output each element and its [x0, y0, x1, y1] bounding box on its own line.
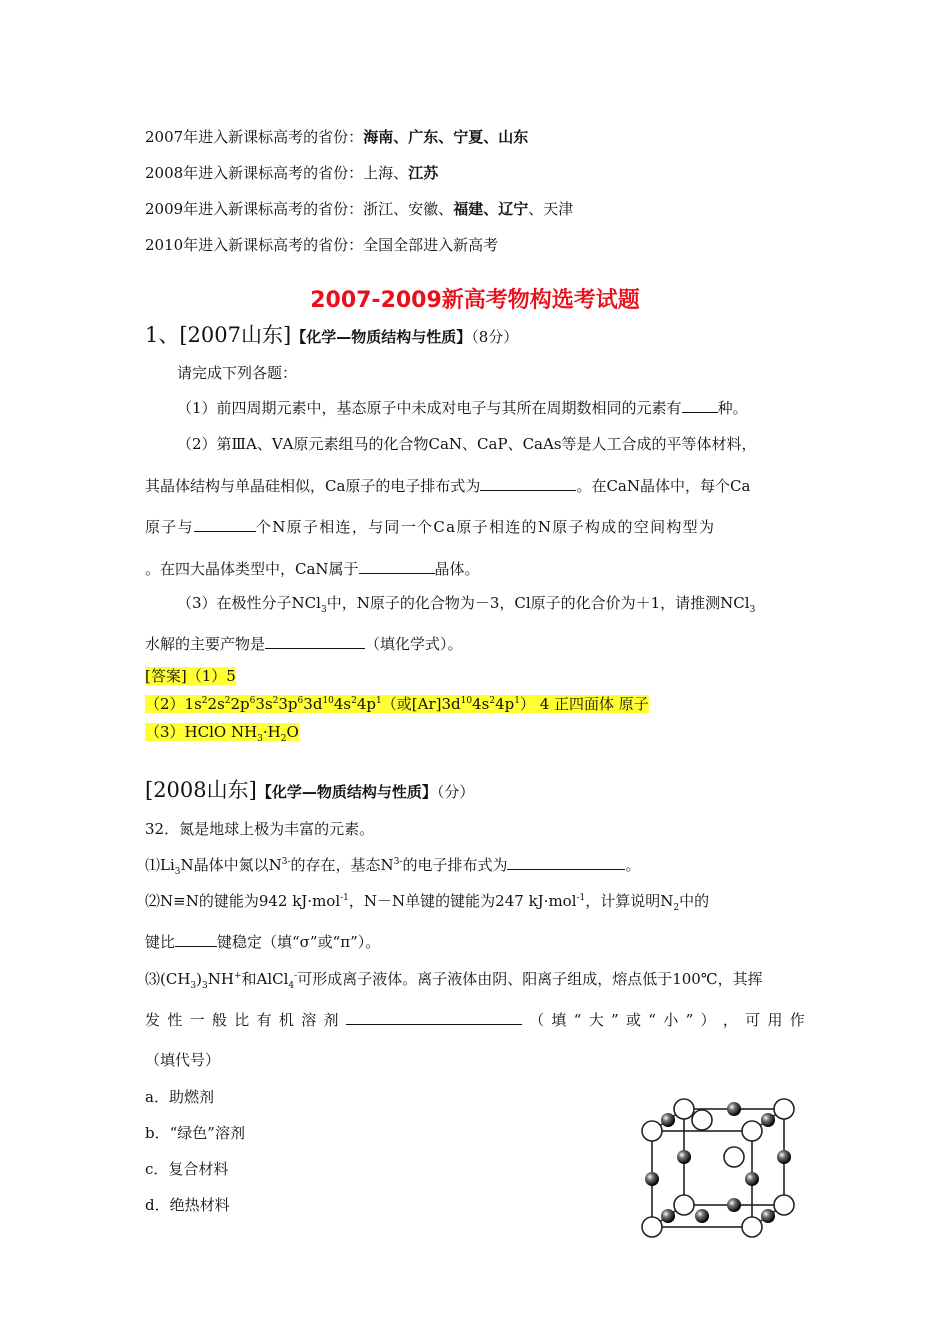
answer-text: 4p [356, 695, 377, 713]
answer-text: 2s [207, 695, 225, 713]
superscript: 2 [272, 696, 279, 706]
q1-part2-line2: 其晶体结构与单晶硅相似，Ca原子的电子排布式为 。在CaN晶体中，每个Ca [145, 477, 751, 495]
page-title: 2007-2009新高考物构选考试题 [310, 288, 640, 313]
superscript: 6 [249, 696, 256, 706]
word: 作 [789, 1011, 805, 1029]
answer-blank[interactable] [194, 517, 256, 532]
crystal-structure-figure [632, 1093, 800, 1243]
answer-text: 4s [333, 695, 352, 713]
q1-part2-line3: 原子与 个N原子相连，与同一个Ca原子相连的N原子构成的空间构型为 [145, 518, 716, 536]
word: （ [529, 1011, 545, 1029]
word: 剂 [323, 1011, 339, 1029]
province-line-2007: 2007年进入新课标高考的省份：海南、广东、宁夏、山东 [145, 128, 529, 146]
q2-heading: [2008山东]【化学—物质结构与性质】（分） [145, 778, 475, 802]
q2-part1: $⑴Li_3N$晶体中氮以$N^{3-}$的存在，基态$N^{3-}$的电子排布式为 。 [145, 856, 641, 877]
word: “ [573, 1011, 582, 1029]
word: 填 [551, 1011, 567, 1029]
q2-part3-line3: （填代号） [145, 1051, 221, 1069]
province-line-2008: 2008年进入新课标高考的省份：上海、江苏 [145, 164, 439, 182]
word: 小 [663, 1011, 679, 1029]
superscript: 2 [351, 696, 357, 706]
word: 发 [145, 1011, 161, 1029]
superscript: 2 [201, 696, 208, 706]
superscript: 10 [322, 696, 334, 706]
province-line-2010: 2010年进入新课标高考的省份：全国全部进入新高考 [145, 236, 499, 254]
word: 可 [745, 1011, 761, 1029]
word: 或 [625, 1011, 641, 1029]
answer-text: 3d [303, 695, 323, 713]
word: 溶 [301, 1011, 317, 1029]
word: 大 [588, 1011, 604, 1029]
word: 有 [256, 1011, 272, 1029]
word: 般 [211, 1011, 227, 1029]
option-d: d．绝热材料 [145, 1196, 230, 1214]
q2-stem: 32．氮是地球上极为丰富的元素。 [145, 820, 375, 838]
answer-blank[interactable] [265, 634, 365, 649]
answer-blank[interactable] [346, 1010, 522, 1025]
q2-part3-line1: $⑶(CH_3)_3NH^+$和AlCl$_4$-可形成离子液体。离子液体由阴、阳离子组成，熔点低于100℃，其挥 [145, 970, 763, 991]
q2-part2-line2: 键比 键稳定（填“σ”或“π”）。 [145, 933, 381, 951]
option-a: a．助燃剂 [145, 1088, 214, 1106]
q1-heading: 1、[2007山东]【化学—物质结构与性质】（8分） [145, 323, 519, 347]
word: 机 [278, 1011, 294, 1029]
superscript: 1 [514, 696, 520, 706]
superscript: 2 [224, 696, 231, 706]
q1-part2-line4: 。在四大晶体类型中，CaN属于 晶体。 [145, 560, 480, 578]
answer-blank[interactable] [682, 398, 718, 413]
word: ， [722, 1011, 738, 1029]
option-c: c．复合材料 [145, 1160, 229, 1178]
q1-answer-3: （3）HClO $NH_3\cdot H_2O$ [145, 723, 299, 744]
word: ” [685, 1011, 694, 1029]
word: ” [611, 1011, 619, 1029]
answer-blank[interactable] [175, 932, 217, 947]
word: “ [648, 1011, 656, 1029]
answer-blank[interactable] [359, 559, 435, 574]
answer-text: 2p [230, 695, 250, 713]
q1-part3-line1: （3）在极性分子NCl$_3$中，N原子的化合物为－3，Cl原子的化合价为＋1，请推测NCl$_3$ [177, 594, 756, 615]
answer-text: 3p [278, 695, 298, 713]
superscript: 1 [376, 696, 382, 706]
q1-part3-line2: 水解的主要产物是 （填化学式）。 [145, 635, 463, 653]
word: 比 [234, 1011, 250, 1029]
answer-text: （或[Ar]3d [381, 695, 461, 713]
word: 用 [767, 1011, 783, 1029]
answer-text: 4s [472, 695, 490, 713]
q1-intro: 请完成下列各题： [177, 364, 298, 382]
word: ） [700, 1011, 716, 1029]
q1-answer-1: [答案]（1）5 [145, 667, 236, 685]
answer-blank[interactable] [480, 476, 576, 491]
q1-part1: （1）前四周期元素中，基态原子中未成对电子与其所在周期数相同的元素有 种。 [177, 399, 748, 417]
superscript: 6 [297, 696, 304, 706]
answer-text: ） 4 正四面体 原子 [519, 695, 649, 713]
superscript: 2 [489, 696, 496, 706]
superscript: 10 [460, 696, 473, 706]
q2-part3-line2 [145, 1010, 805, 1030]
answer-text: 4p [495, 695, 515, 713]
answer-text: 3s [255, 695, 273, 713]
answer-blank[interactable] [507, 855, 625, 870]
word: 一 [189, 1011, 205, 1029]
word: 性 [167, 1011, 183, 1029]
q1-answer-2: $(2)1s^22s^22p^63s^23p^63d^{10}4s^24p^1$（或$[Ar]3d^{10}4s^24p^1$） 4 正四面体 原子 [145, 695, 649, 713]
option-b: b．“绿色”溶剂 [145, 1124, 245, 1142]
province-line-2009: 2009年进入新课标高考的省份：浙江、安徽、福建、辽宁、天津 [145, 200, 574, 218]
q2-part2-line1: ⑵N≡N的键能为942 kJ·mol$^{-1}$，N－N单键的键能为247 kJ·mol$^{-1}$，计算说明$N_2$中的 [145, 892, 710, 913]
q1-part2-line1: （2）第ⅢA、ⅤA原元素组马的化合物CaN、CaP、CaAs等是人工合成的平等体材料， [177, 435, 757, 453]
